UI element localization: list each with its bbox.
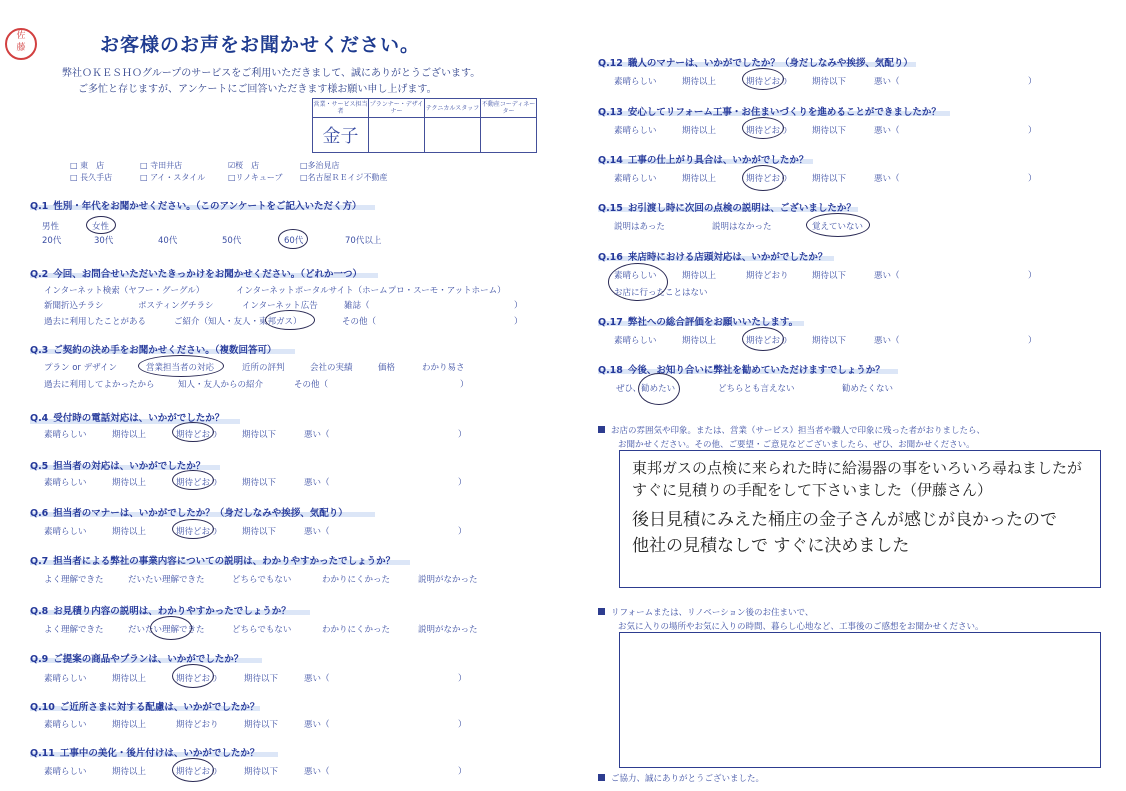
- comment1-line-1: 東邦ガスの点検に来られた時に給湯器の事をいろいろ尋ねましたが: [632, 459, 1083, 477]
- option[interactable]: 素晴らしい: [614, 126, 657, 136]
- option[interactable]: 期待以上: [112, 674, 147, 684]
- option[interactable]: 素晴らしい: [44, 767, 87, 777]
- option[interactable]: 期待以上: [112, 767, 147, 777]
- comment1-line-2: すぐに見積りの手配をして下さいました（伊藤さん）: [632, 481, 993, 499]
- question-q4: Q.4 受付時の電話対応は、いかがでしたか？: [30, 413, 225, 424]
- option[interactable]: 素晴らしい: [44, 674, 87, 684]
- comment1-line-3: 後日見積にみえた桶庄の金子さんが感じが良かったので: [632, 510, 1057, 530]
- option[interactable]: 40代: [158, 236, 178, 246]
- question-q9: Q.9 ご提案の商品やプランは、いかがでしたか？: [30, 654, 244, 665]
- option[interactable]: 期待以下: [242, 478, 277, 488]
- store-checkbox[interactable]: □ 東 店: [70, 161, 105, 170]
- option[interactable]: 期待以上: [682, 271, 717, 281]
- staff-realestate-name[interactable]: [481, 118, 537, 153]
- option-selected[interactable]: ご紹介（知人・友人・東邦ガス）: [174, 317, 302, 327]
- option-selected[interactable]: 期待どおり: [746, 77, 789, 87]
- option[interactable]: 期待以下: [812, 271, 847, 281]
- option[interactable]: どちらとも言えない: [718, 384, 795, 394]
- option-selected[interactable]: ぜひ、勧めたい: [616, 384, 676, 394]
- option[interactable]: インターネット広告: [242, 301, 318, 311]
- option[interactable]: 悪い（: [304, 527, 330, 537]
- store-checkbox[interactable]: □ 寺田井店: [140, 161, 183, 170]
- comment1-line-4: 他社の見積なしで すぐに決めました: [632, 536, 910, 556]
- option[interactable]: どちらでもない: [232, 625, 292, 635]
- option[interactable]: 期待以上: [112, 720, 147, 730]
- intro-line-2: ご多忙と存じますが、アンケートにご回答いただきます様お願い申し上げます。: [78, 84, 437, 95]
- bullet-square-icon: [598, 426, 605, 433]
- staff-header: テクニカルスタッフ: [425, 99, 481, 118]
- option[interactable]: 説明がなかった: [418, 575, 478, 585]
- question-q14: Q.14 工事の仕上がり具合は、いかがでしたか？: [598, 155, 809, 166]
- question-q18: Q.18 今後、お知り合いに弊社を勧めていただけますでしょうか？: [598, 365, 885, 376]
- paren-close: ）: [1028, 336, 1037, 346]
- store-checkbox[interactable]: □ アイ・スタイル: [140, 173, 206, 182]
- option[interactable]: 男性: [42, 222, 60, 232]
- paren-close: ）: [458, 527, 467, 537]
- option-selected[interactable]: だいたい理解できた: [128, 625, 205, 635]
- option[interactable]: 知人・友人からの紹介: [178, 380, 264, 390]
- staff-technical-name[interactable]: [425, 118, 481, 153]
- question-q17: Q.17 弊社への総合評価をお願いいたします。: [598, 317, 799, 328]
- option[interactable]: 30代: [94, 236, 114, 246]
- option[interactable]: 素晴らしい: [614, 271, 657, 281]
- option[interactable]: 悪い（: [304, 430, 330, 440]
- store-checkbox[interactable]: □名古屋ＲＥイジ不動産: [300, 173, 388, 182]
- option-selected[interactable]: お店に行ったことはない: [614, 288, 708, 298]
- question-q1: Q.1 性別・年代をお聞かせください。（このアンケートをご記入いただく方）: [30, 201, 362, 212]
- option-selected[interactable]: 営業担当者の対応: [146, 363, 215, 373]
- paren-close: ）: [458, 430, 467, 440]
- paren-close: ）: [458, 478, 467, 488]
- question-q3: Q.3 ご契約の決め手をお聞かせください。（複数回答可）: [30, 345, 277, 356]
- question-q7: Q.7 担当者による弊社の事業内容についての説明は、わかりやすかったでしょうか？: [30, 556, 396, 567]
- option[interactable]: 悪い（: [874, 336, 900, 346]
- survey-title: お客様のお声をお聞かせください。: [100, 34, 421, 56]
- option[interactable]: 素晴らしい: [614, 77, 657, 87]
- option[interactable]: 期待以上: [112, 430, 147, 440]
- option[interactable]: 素晴らしい: [44, 478, 87, 488]
- option[interactable]: 過去に利用してよかったから: [44, 380, 155, 390]
- option[interactable]: 新聞折込チラシ: [44, 301, 104, 311]
- option[interactable]: 期待以下: [812, 77, 847, 87]
- option[interactable]: その他（: [342, 317, 377, 327]
- staff-header: 営業・サービス担当者: [313, 99, 369, 118]
- option[interactable]: 期待以下: [812, 126, 847, 136]
- option-selected[interactable]: 期待どおり: [176, 527, 219, 537]
- option[interactable]: 期待以上: [682, 174, 717, 184]
- option[interactable]: 悪い（: [304, 767, 330, 777]
- option[interactable]: 悪い（: [874, 77, 900, 87]
- option[interactable]: 期待以下: [242, 430, 277, 440]
- option[interactable]: 価格: [378, 363, 396, 373]
- question-q6: Q.6 担当者のマナーは、いかがでしたか？（身だしなみや挨拶、気配り）: [30, 508, 348, 519]
- question-q13: Q.13 安心してリフォーム工事・お住まいづくりを進めることができましたか？: [598, 107, 941, 118]
- option[interactable]: 期待以下: [812, 174, 847, 184]
- option-selected[interactable]: 期待どおり: [176, 767, 219, 777]
- option[interactable]: その他（: [294, 380, 329, 390]
- option[interactable]: 説明がなかった: [418, 625, 478, 635]
- option[interactable]: 過去に利用したことがある: [44, 317, 147, 327]
- bullet-square-icon: [598, 774, 605, 781]
- option-selected[interactable]: 60代: [284, 236, 304, 246]
- question-q12: Q.12 職人のマナーは、いかがでしたか？（身だしなみや挨拶、気配り）: [598, 58, 913, 69]
- comment2-box[interactable]: [619, 632, 1101, 768]
- paren-close: ）: [514, 301, 523, 311]
- comment2-prompt-2: お気に入りの場所やお気に入りの時間、暮らし心地など、工事後のご感想をお聞かせください。: [618, 622, 984, 632]
- option-selected[interactable]: 期待どおり: [176, 430, 219, 440]
- option-selected[interactable]: 期待どおり: [746, 174, 789, 184]
- option[interactable]: 悪い（: [874, 126, 900, 136]
- option[interactable]: 勧めたくない: [842, 384, 894, 394]
- option[interactable]: 期待以上: [682, 336, 717, 346]
- question-q10: Q.10 ご近所さまに対する配慮は、いかがでしたか？: [30, 702, 260, 713]
- question-q11: Q.11 工事中の美化・後片付けは、いかがでしたか？: [30, 748, 260, 759]
- option[interactable]: 50代: [222, 236, 242, 246]
- comment1-prompt-1: お店の雰囲気や印象。または、営業（サービス）担当者や職人で印象に残った者がおりましたら、: [598, 424, 985, 436]
- option-selected[interactable]: 期待どおり: [746, 336, 789, 346]
- store-checkbox[interactable]: □リノキューブ: [228, 173, 283, 182]
- option[interactable]: 悪い（: [304, 478, 330, 488]
- option[interactable]: 期待以下: [244, 674, 279, 684]
- comment1-prompt-2: お聞かせください。その他、ご要望・ご意見などございましたら、ぜひ、お聞かせください。: [618, 440, 975, 450]
- question-q5: Q.5 担当者の対応は、いかがでしたか？: [30, 461, 206, 472]
- staff-header: 不動産コーディネーター: [481, 99, 537, 118]
- intro-line-1: 弊社ＯＫＥＳＨＯグループのサービスをご利用いただきまして、誠にありがとうございます。: [62, 68, 481, 79]
- option[interactable]: 期待以下: [244, 720, 279, 730]
- option[interactable]: 説明はなかった: [712, 222, 772, 232]
- option[interactable]: 20代: [42, 236, 62, 246]
- paren-close: ）: [1028, 271, 1037, 281]
- option[interactable]: 悪い（: [874, 174, 900, 184]
- option[interactable]: よく理解できた: [44, 625, 104, 635]
- option[interactable]: よく理解できた: [44, 575, 104, 585]
- store-checkbox[interactable]: □ 長久手店: [70, 173, 113, 182]
- option[interactable]: 素晴らしい: [44, 527, 87, 537]
- option[interactable]: 雑誌（: [344, 301, 370, 311]
- option[interactable]: 期待以上: [682, 126, 717, 136]
- paren-close: ）: [1028, 126, 1037, 136]
- option[interactable]: プラン or デザイン: [44, 363, 118, 373]
- option[interactable]: どちらでもない: [232, 575, 292, 585]
- option[interactable]: インターネットポータルサイト（ホームプロ・スーモ・アットホーム）: [236, 286, 506, 296]
- paren-close: ）: [1028, 174, 1037, 184]
- staff-planner-name[interactable]: [369, 118, 425, 153]
- option[interactable]: 悪い（: [304, 720, 330, 730]
- option[interactable]: 期待以上: [112, 478, 147, 488]
- store-checkbox[interactable]: □多治見店: [300, 161, 340, 170]
- option[interactable]: 素晴らしい: [44, 430, 87, 440]
- question-q16: Q.16 来店時における店頭対応は、いかがでしたか？: [598, 252, 828, 263]
- option[interactable]: だいたい理解できた: [128, 575, 205, 585]
- option[interactable]: 説明はあった: [614, 222, 665, 232]
- paren-close: ）: [514, 317, 523, 327]
- option[interactable]: わかりにくかった: [322, 625, 391, 635]
- staff-header: プランナー・デザイナー: [369, 99, 425, 118]
- option-selected[interactable]: 期待どおり: [746, 126, 789, 136]
- bullet-square-icon: [598, 608, 605, 615]
- comment2-prompt-1: リフォームまたは、リノベーション後のお住まいで、: [598, 606, 813, 618]
- option[interactable]: 素晴らしい: [614, 174, 657, 184]
- option[interactable]: 素晴らしい: [44, 720, 87, 730]
- option[interactable]: ポスティングチラシ: [138, 301, 214, 311]
- paren-close: ）: [458, 767, 467, 777]
- option[interactable]: 期待どおり: [176, 720, 219, 730]
- paren-close: ）: [458, 674, 467, 684]
- store-checkbox[interactable]: ☑桜 店: [228, 161, 260, 170]
- paren-close: ）: [460, 380, 469, 390]
- paren-close: ）: [1028, 77, 1037, 87]
- comment1-box[interactable]: [619, 450, 1101, 588]
- option[interactable]: インターネット検索（ヤフー・グーグル）: [44, 286, 205, 296]
- option[interactable]: わかりにくかった: [322, 575, 391, 585]
- seal-stamp: 佐 藤: [5, 28, 37, 60]
- option-selected[interactable]: 女性: [92, 222, 110, 232]
- option[interactable]: わかり易さ: [422, 363, 465, 373]
- option[interactable]: 期待以下: [812, 336, 847, 346]
- option[interactable]: 悪い（: [304, 674, 330, 684]
- option-selected[interactable]: 期待どおり: [176, 478, 219, 488]
- footer-thanks: ご協力、誠にありがとうございました。: [598, 772, 764, 784]
- question-q15: Q.15 お引渡し時に次回の点検の説明は、ございましたか？: [598, 203, 856, 214]
- question-q2: Q.2 今回、お問合せいただいたきっかけをお聞かせください。（どれか一つ）: [30, 269, 363, 280]
- option[interactable]: 期待以上: [112, 527, 147, 537]
- option[interactable]: 近所の評判: [242, 363, 285, 373]
- staff-table: [312, 98, 537, 153]
- option[interactable]: 会社の実績: [310, 363, 353, 373]
- option[interactable]: 素晴らしい: [614, 336, 657, 346]
- paren-close: ）: [458, 720, 467, 730]
- option-selected[interactable]: 覚えていない: [812, 222, 864, 232]
- option[interactable]: 悪い（: [874, 271, 900, 281]
- question-q8: Q.8 お見積り内容の説明は、わかりやすかったでしょうか？: [30, 606, 291, 617]
- option[interactable]: 期待以下: [244, 767, 279, 777]
- option[interactable]: 70代以上: [345, 236, 382, 246]
- option[interactable]: 期待以下: [242, 527, 277, 537]
- option[interactable]: 期待どおり: [746, 271, 789, 281]
- staff-sales-name[interactable]: 金子: [313, 118, 369, 153]
- option-selected[interactable]: 期待どおり: [176, 674, 219, 684]
- option[interactable]: 期待以上: [682, 77, 717, 87]
